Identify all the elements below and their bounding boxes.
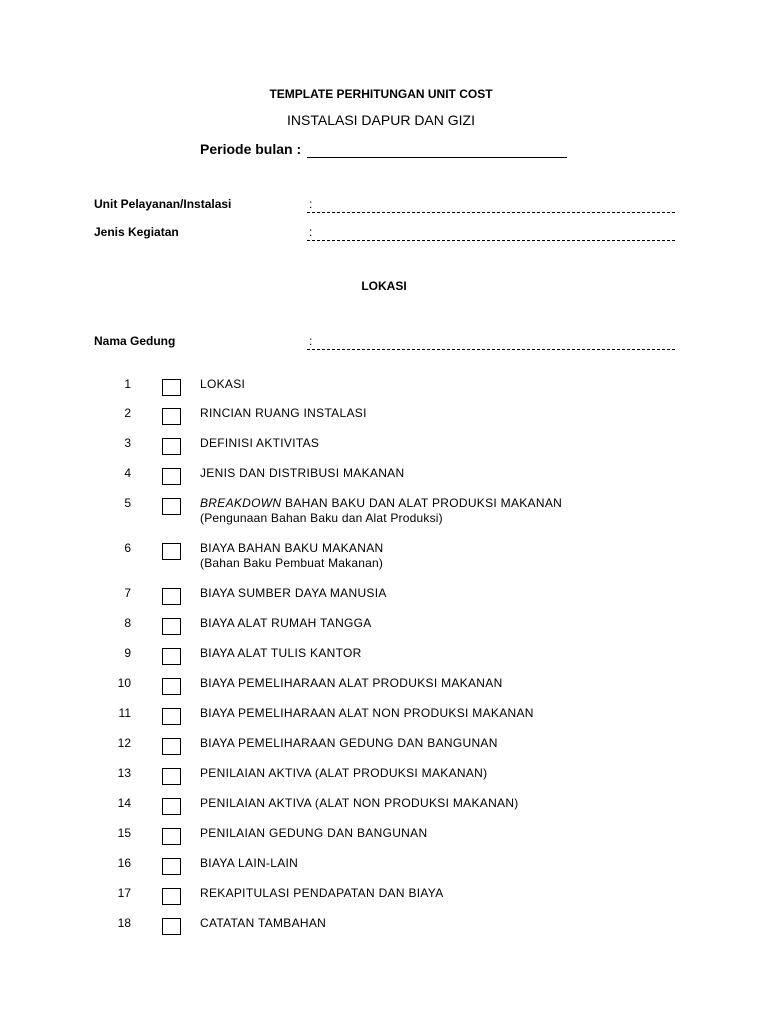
item-number: 12 (117, 736, 131, 750)
document-subtitle: INSTALASI DAPUR DAN GIZI (287, 112, 475, 128)
item-checkbox[interactable] (162, 438, 181, 455)
item-number: 6 (124, 541, 131, 555)
item-number: 5 (124, 496, 131, 510)
item-number: 18 (117, 916, 131, 930)
item-checkbox[interactable] (162, 408, 181, 425)
item-number: 17 (117, 886, 131, 900)
item-number: 4 (124, 466, 131, 480)
item-label (200, 586, 387, 601)
item-checkbox[interactable] (162, 708, 181, 725)
item-label-text: BIAYA SUMBER DAYA MANUSIA (200, 586, 387, 600)
item-label (200, 676, 503, 691)
section-title: LOKASI (361, 279, 407, 293)
unit-pelayanan-colon: : (309, 197, 313, 211)
item-checkbox[interactable] (162, 618, 181, 635)
item-label (200, 466, 404, 481)
item-label (200, 766, 487, 781)
item-label-text: DEFINISI AKTIVITAS (200, 436, 320, 450)
item-label-text: RINCIAN RUANG INSTALASI (200, 406, 367, 420)
item-checkbox[interactable] (162, 678, 181, 695)
periode-label: Periode bulan : (200, 141, 302, 157)
item-number: 8 (124, 616, 131, 630)
jenis-kegiatan-field[interactable] (307, 240, 675, 241)
item-label-text: PENILAIAN GEDUNG DAN BANGUNAN (200, 826, 428, 840)
item-label (200, 736, 498, 751)
item-checkbox[interactable] (162, 588, 181, 605)
item-number: 1 (124, 377, 131, 391)
item-label-text: BIAYA ALAT RUMAH TANGGA (200, 616, 372, 630)
item-sublabel: (Bahan Baku Pembuat Makanan) (200, 556, 384, 570)
item-label (200, 496, 562, 526)
item-number: 9 (124, 646, 131, 660)
item-checkbox[interactable] (162, 468, 181, 485)
item-checkbox[interactable] (162, 543, 181, 560)
item-number: 7 (124, 586, 131, 600)
item-label-text: PENILAIAN AKTIVA (ALAT PRODUKSI MAKANAN) (200, 766, 488, 780)
item-label (200, 377, 245, 392)
item-label-text: LOKASI (200, 377, 246, 391)
item-number: 3 (124, 436, 131, 450)
document-title: TEMPLATE PERHITUNGAN UNIT COST (269, 87, 493, 101)
nama-gedung-field[interactable] (307, 349, 675, 350)
item-label (200, 886, 444, 901)
item-label-emphasis: BREAKDOWN (200, 496, 282, 510)
nama-gedung-colon: : (309, 334, 313, 348)
item-label (200, 436, 319, 451)
item-label (200, 616, 372, 631)
item-label-text: BIAYA BAHAN BAKU MAKANAN (200, 541, 384, 555)
unit-pelayanan-field[interactable] (307, 212, 675, 213)
item-label (200, 826, 427, 841)
item-checkbox[interactable] (162, 858, 181, 875)
item-checkbox[interactable] (162, 918, 181, 935)
item-checkbox[interactable] (162, 888, 181, 905)
item-checkbox[interactable] (162, 798, 181, 815)
item-checkbox[interactable] (162, 828, 181, 845)
item-checkbox[interactable] (162, 379, 181, 396)
item-label-text: BIAYA ALAT TULIS KANTOR (200, 646, 362, 660)
item-label-text: PENILAIAN AKTIVA (ALAT NON PRODUKSI MAKANAN) (200, 796, 519, 810)
nama-gedung-label: Nama Gedung (94, 334, 176, 348)
item-number: 16 (117, 856, 131, 870)
item-label (200, 856, 298, 871)
checklist (0, 370, 768, 950)
item-label (200, 406, 367, 421)
item-label-text: JENIS DAN DISTRIBUSI MAKANAN (200, 466, 405, 480)
unit-pelayanan-label: Unit Pelayanan/Instalasi (94, 197, 232, 211)
item-checkbox[interactable] (162, 738, 181, 755)
item-label (200, 706, 534, 721)
item-label-text: REKAPITULASI PENDAPATAN DAN BIAYA (200, 886, 444, 900)
item-label (200, 796, 519, 811)
item-label-text: BIAYA LAIN-LAIN (200, 856, 299, 870)
item-number: 14 (117, 796, 131, 810)
item-label-text: BIAYA PEMELIHARAAN GEDUNG DAN BANGUNAN (200, 736, 498, 750)
item-label (200, 541, 383, 571)
item-number: 15 (117, 826, 131, 840)
item-checkbox[interactable] (162, 498, 181, 515)
jenis-kegiatan-colon: : (309, 225, 313, 239)
periode-input-line[interactable] (307, 157, 567, 158)
item-label-text: BIAYA PEMELIHARAAN ALAT NON PRODUKSI MAKANAN (200, 706, 534, 720)
item-checkbox[interactable] (162, 648, 181, 665)
item-number: 2 (124, 406, 131, 420)
item-label-text: BAHAN BAKU DAN ALAT PRODUKSI MAKANAN (281, 496, 563, 510)
item-label (200, 916, 326, 931)
item-checkbox[interactable] (162, 768, 181, 785)
item-sublabel: (Pengunaan Bahan Baku dan Alat Produksi) (200, 511, 443, 525)
item-number: 13 (117, 766, 131, 780)
jenis-kegiatan-label: Jenis Kegiatan (94, 225, 179, 239)
item-number: 11 (118, 706, 131, 720)
item-label-text: CATATAN TAMBAHAN (200, 916, 327, 930)
item-label (200, 646, 362, 661)
item-number: 10 (117, 676, 131, 690)
item-label-text: BIAYA PEMELIHARAAN ALAT PRODUKSI MAKANAN (200, 676, 503, 690)
